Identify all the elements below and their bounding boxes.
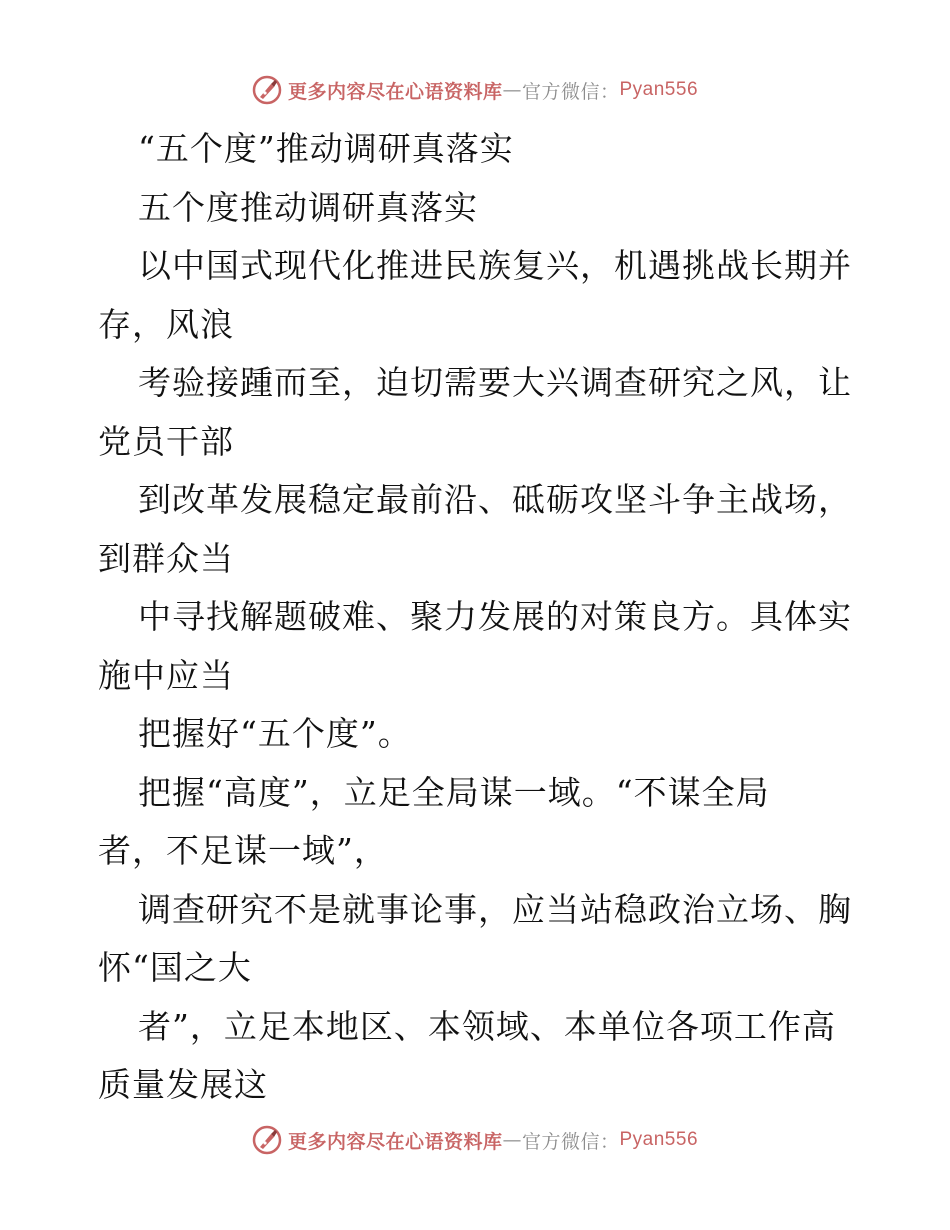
paragraph-line: 调查研究不是就事论事，应当站稳政治立场、胸 — [138, 889, 852, 929]
banner-main-text: 更多内容尽在心语资料库 — [287, 1130, 503, 1153]
banner-wechat-label: 官方微信： — [521, 1130, 620, 1153]
banner-dash: — — [502, 1129, 522, 1151]
footer-banner — [0, 1120, 950, 1160]
paragraph-line: 把握好“五个度”。 — [138, 714, 412, 753]
paragraph-line: 怀“国之大 — [98, 948, 252, 987]
banner-wechat-label: 官方微信： — [521, 80, 620, 103]
paragraph-line: 到群众当 — [98, 538, 234, 578]
document-title: “五个度”推动调研真落实 — [138, 129, 514, 168]
paragraph-line: 中寻找解题破难、聚力发展的对策良方。具体实 — [138, 597, 852, 636]
banner-dash: — — [502, 79, 522, 101]
document-body — [98, 120, 858, 1115]
banner-wechat-id: Pyan556 — [619, 1129, 699, 1150]
paragraph-line: 把握“高度”，立足全局谋一域。“不谋全局 — [138, 772, 770, 812]
paragraph-line: 者”，立足本地区、本领域、本单位各项工作高 — [138, 1006, 836, 1046]
paragraph-line: 到改革发展稳定最前沿、砥砺攻坚斗争主战场， — [138, 480, 852, 519]
paragraph-line: 者，不足谋一域”， — [98, 831, 388, 870]
document-subtitle: 五个度推动调研真落实 — [138, 187, 478, 227]
header-banner — [0, 70, 950, 110]
paragraph-line: 考验接踵而至，迫切需要大兴调查研究之风，让 — [138, 363, 852, 402]
paragraph-line: 施中应当 — [98, 655, 234, 695]
pen-nib-logo-icon — [252, 1125, 282, 1155]
paragraph-line: 存，风浪 — [98, 304, 234, 344]
paragraph-line: 以中国式现代化推进民族复兴，机遇挑战长期并 — [138, 246, 852, 285]
paragraph-line: 质量发展这 — [98, 1065, 268, 1104]
pen-nib-logo-icon — [252, 75, 282, 105]
paragraph-line: 党员干部 — [98, 421, 234, 461]
banner-main-text: 更多内容尽在心语资料库 — [287, 80, 503, 103]
banner-wechat-id: Pyan556 — [619, 79, 699, 100]
